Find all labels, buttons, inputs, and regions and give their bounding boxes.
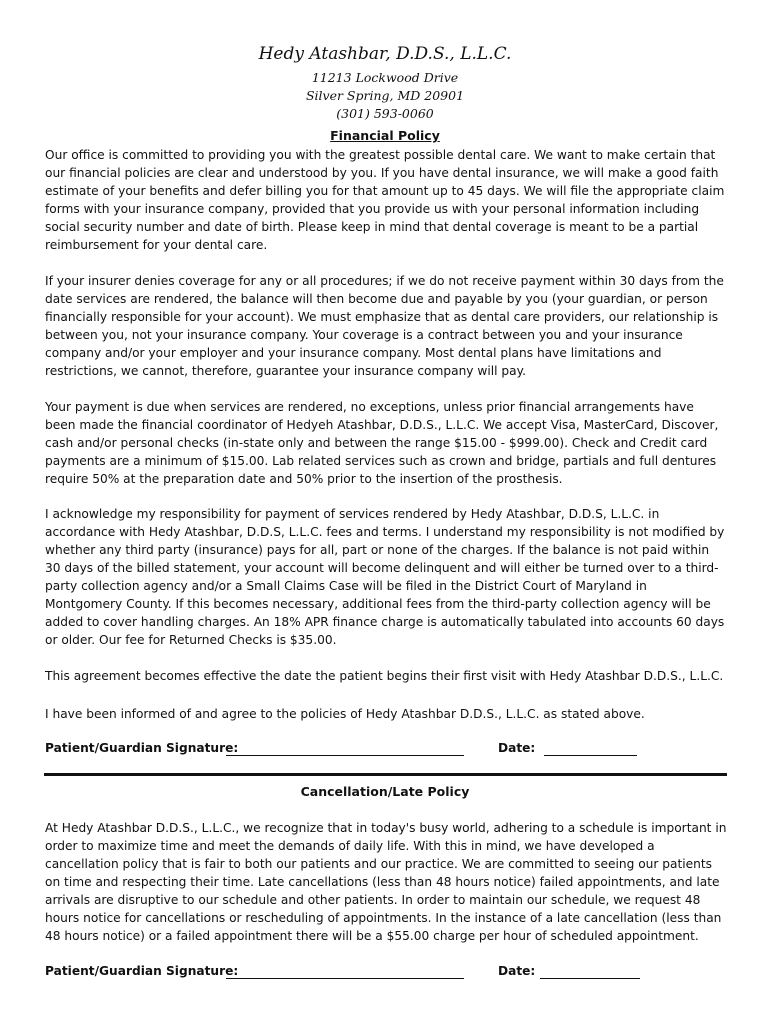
financial-policy-paragraph-5: This agreement becomes effective the date the patient begins their first visit with Hedy Atashbar D.D.S., L.L.C. — [45, 669, 724, 683]
practice-name: Hedy Atashbar, D.D.S., L.L.C. — [258, 44, 512, 64]
financial-policy-paragraph-2: If your insurer denies coverage for any or all procedures; if we do not receive payment within 30 days from the date services are rendered, the balance will then become due and payable by you (your guardian, or person financially responsible for your account). We must emphasize that as dental care providers, our relationship is between you, not your insurance company. Your coverage is a contract between you and your insurance company and/or your employer and your insurance company. Most dental plans have limitations and restrictions, we cannot, therefore, guarantee your insurance company will pay. — [45, 274, 724, 378]
address-line-1: 11213 Lockwood Drive — [311, 70, 459, 85]
date-label: Date: — [498, 741, 536, 755]
signature-label: Patient/Guardian Signature: — [45, 741, 239, 755]
date-field[interactable] — [544, 755, 637, 756]
phone-number: (301) 593-0060 — [336, 106, 434, 121]
signature-label: Patient/Guardian Signature: — [45, 964, 239, 978]
signature-field[interactable] — [226, 755, 464, 756]
cancellation-policy-paragraph: At Hedy Atashbar D.D.S., L.L.C., we recognize that in today's busy world, adhering to a schedule is important in order to maximize time and meet the demands of daily life. With this in mind, we have developed a cancellation policy that is fair to both our patients and our practice. We are committed to seeing our patients on time and respecting their time. Late cancellations (less than 48 hours notice) failed appointments, and late arrivals are disruptive to our schedule and other patients. In order to maintain our schedule, we request 48 hours notice for cancellations or rescheduling of appointments. In the instance of a late cancellation (less than 48 hours notice) or a failed appointment there will be a $55.00 charge per hour of scheduled appointment. — [45, 821, 727, 943]
signature-field[interactable] — [226, 978, 464, 979]
financial-policy-paragraph-6: I have been informed of and agree to the policies of Hedy Atashbar D.D.S., L.L.C. as stated above. — [45, 707, 645, 721]
financial-policy-paragraph-4: I acknowledge my responsibility for payment of services rendered by Hedy Atashbar, D.D.S, L.L.C. in accordance with Hedy Atashbar, D.D.S, L.L.C. fees and terms. I understand my responsibility is not modified by whether any third party (insurance) pays for all, part or none of the charges. If the balance is not paid within 30 days of the billed statement, your account will become delinquent and will either be turned over to a third-party collection agency and/or a Small Claims Case will be filed in the District Court of Maryland in Montgomery County. If this becomes necessary, additional fees from the third-party collection agency will be added to cover handling charges. An 18% APR finance charge is automatically tabulated into accounts 60 days or older. Our fee for Returned Checks is $35.00. — [45, 507, 725, 647]
cancellation-policy-title: Cancellation/Late Policy — [300, 784, 470, 799]
address-line-2: Silver Spring, MD 20901 — [305, 88, 465, 103]
financial-policy-paragraph-3: Your payment is due when services are rendered, no exceptions, unless prior financial arrangements have been made the financial coordinator of Hedyeh Atashbar, D.D.S., L.L.C. We accept Visa, MasterCard, Discover, cash and/or personal checks (in-state only and between the range $15.00 - $999.00). Check and Credit card payments are a minimum of $15.00. Lab related services such as crown and bridge, partials and full dentures require 50% at the preparation date and 50% prior to the insertion of the prosthesis. — [45, 400, 719, 486]
financial-policy-title: Financial Policy — [330, 128, 440, 143]
date-field[interactable] — [540, 978, 640, 979]
section-divider — [44, 773, 727, 776]
financial-policy-paragraph-1: Our office is committed to providing you with the greatest possible dental care. We want to make certain that our financial policies are clear and understood by you. If you have dental insurance, we will make a good faith estimate of your benefits and defer billing you for that amount up to 45 days. We will file the appropriate claim forms with your insurance company, provided that you provide us with your personal information including social security number and date of birth. Please keep in mind that dental coverage is meant to be a partial reimbursement for your dental care. — [45, 148, 725, 252]
date-label: Date: — [498, 964, 536, 978]
